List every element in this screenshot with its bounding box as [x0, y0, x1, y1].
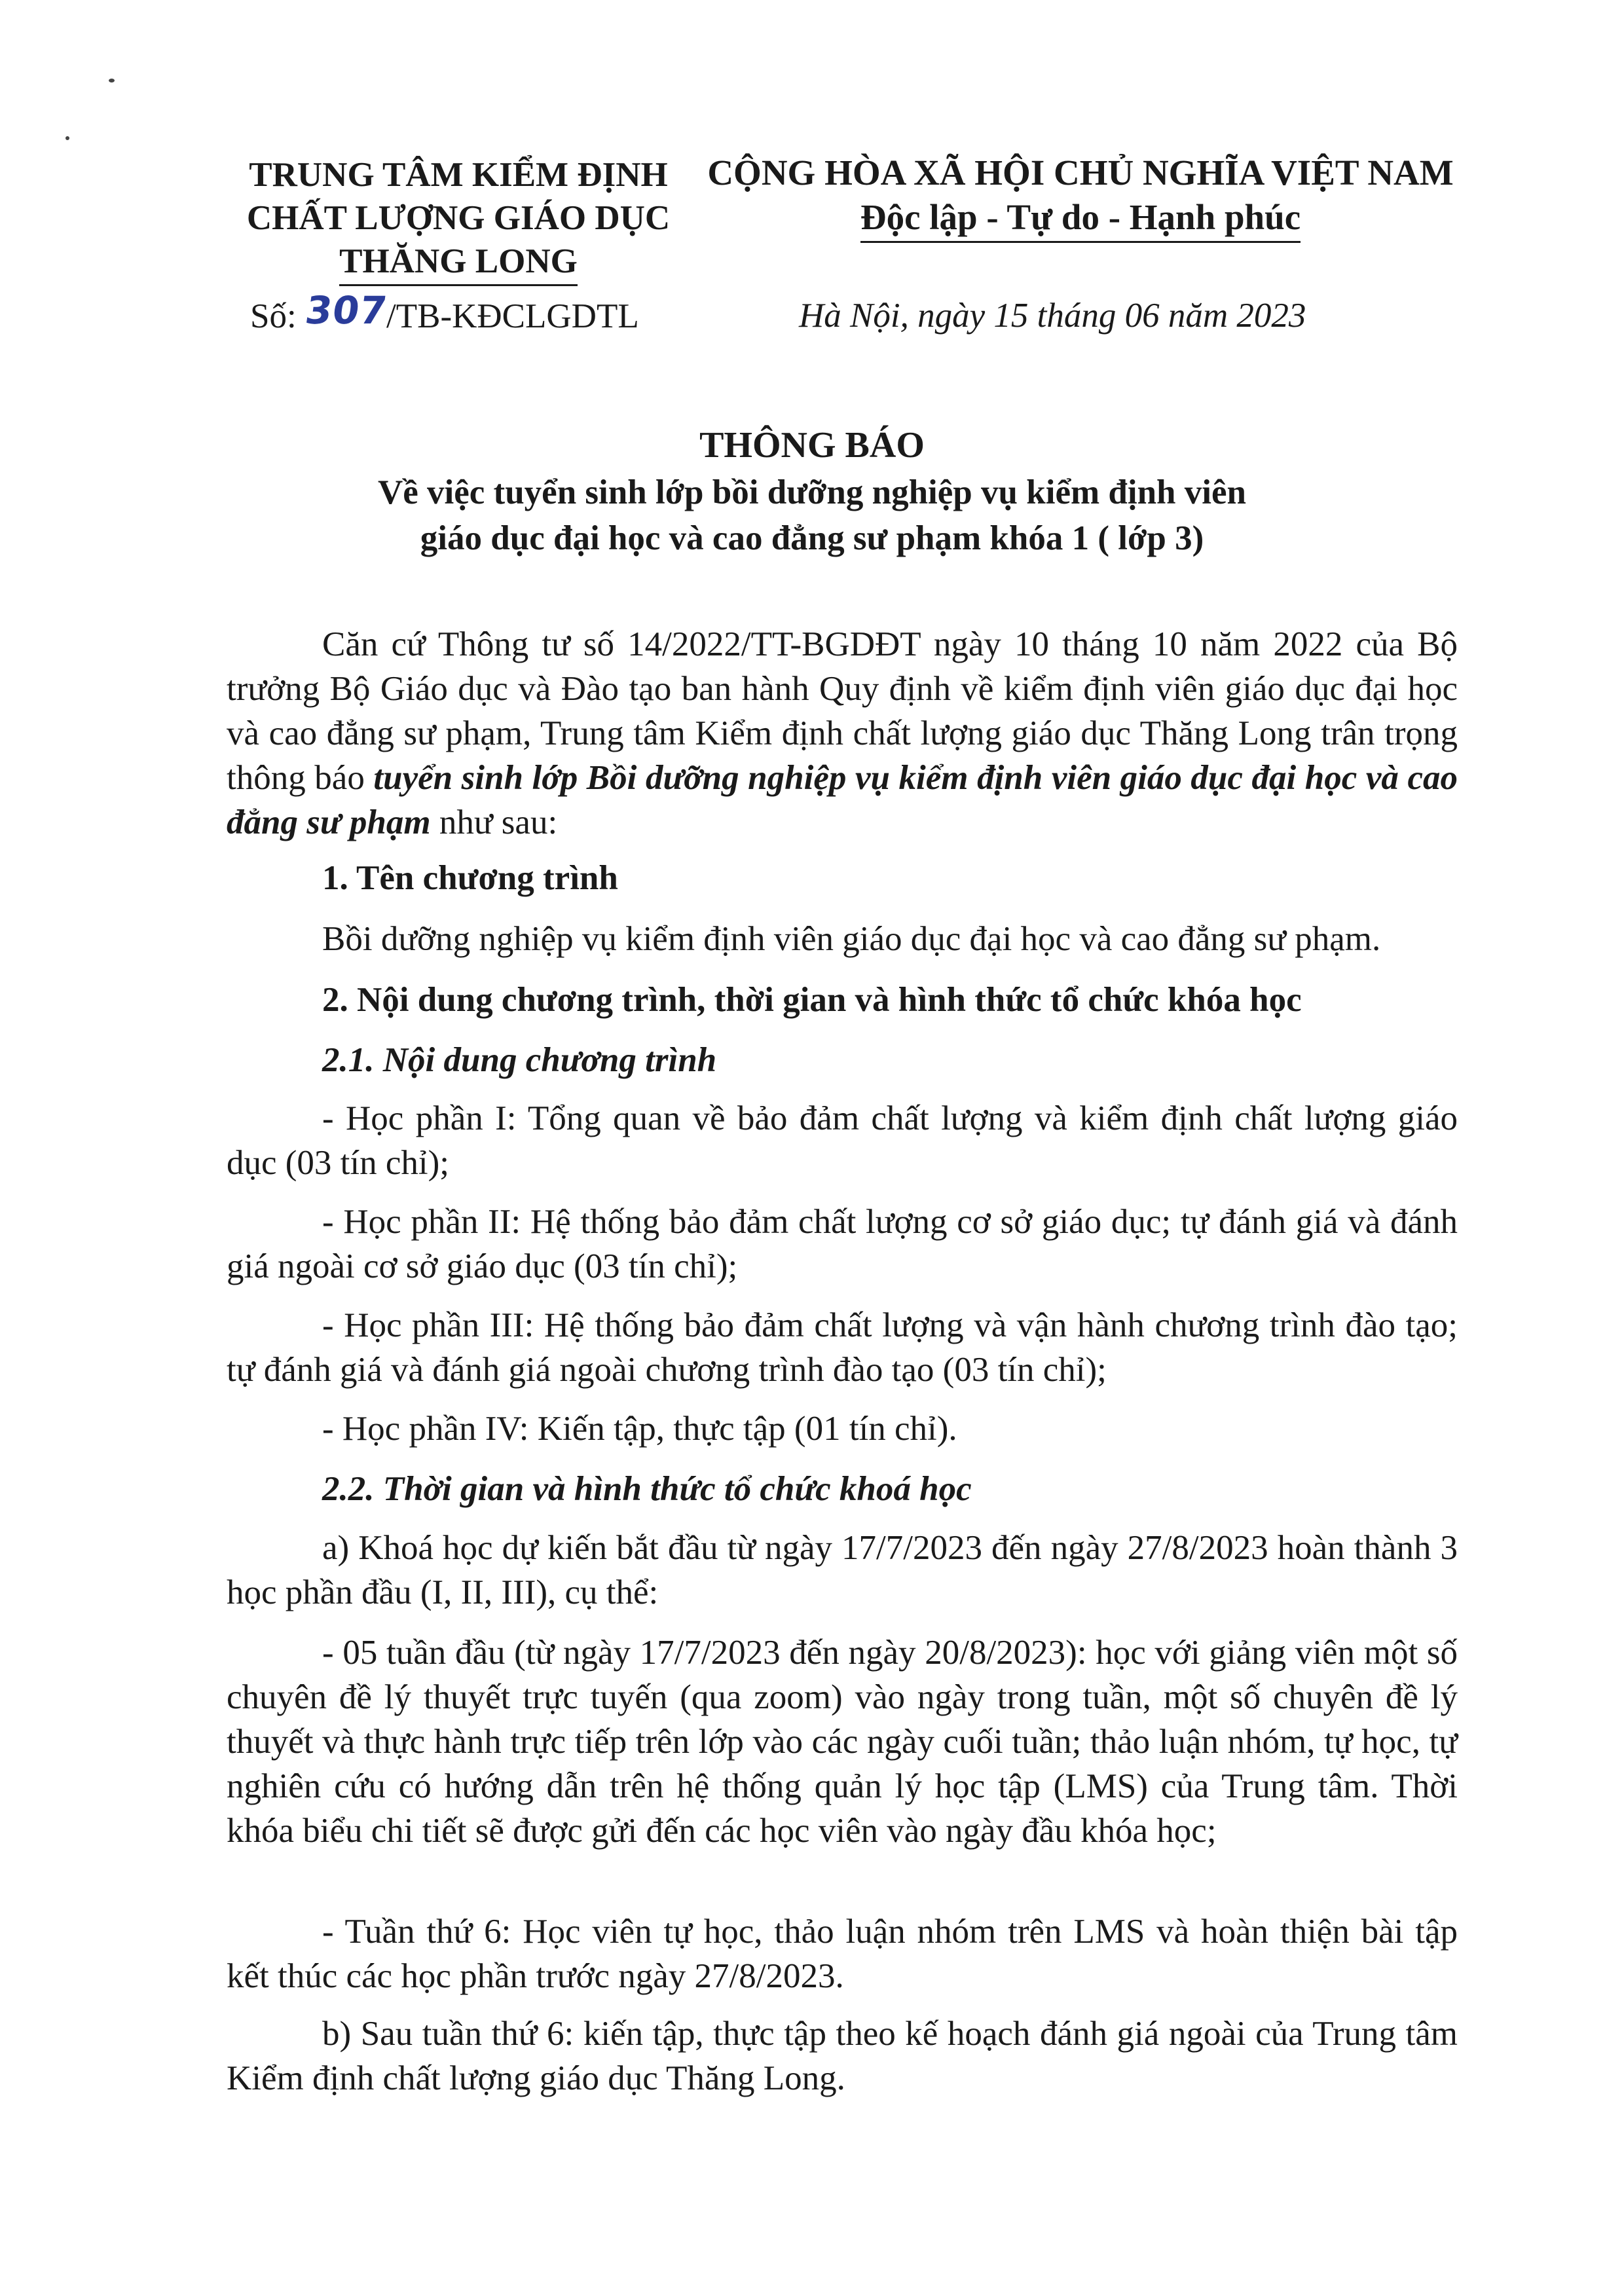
- document-subject-line1: Về việc tuyển sinh lớp bồi dưỡng nghiệp vụ kiểm định viên: [377, 473, 1246, 511]
- section-2-2-heading: 2.2. Thời gian và hình thức tổ chức khoá học: [322, 1470, 972, 1508]
- scan-speck: [109, 79, 115, 83]
- section-2-1-heading: 2.1. Nội dung chương trình: [322, 1041, 717, 1079]
- section-2-heading: 2. Nội dung chương trình, thời gian và hình thức tổ chức khóa học: [322, 981, 1302, 1019]
- module-item: - Học phần IV: Kiến tập, thực tập (01 tín chỉ).: [322, 1410, 957, 1448]
- intro-paragraph: [227, 622, 1458, 845]
- paragraph-week-six: - Tuần thứ 6: Học viên tự học, thảo luận nhóm trên LMS và hoàn thiện bài tập kết thúc các học phần trước ngày 27/8/2023.: [227, 1913, 1458, 1995]
- issuing-organization: [236, 153, 681, 286]
- org-name-line3: THĂNG LONG: [339, 240, 578, 286]
- intro-emphasis: tuyển sinh lớp Bồi dưỡng nghiệp vụ kiểm định viên giáo dục đại học và cao đẳng sư phạm: [227, 759, 1458, 841]
- module-item: - Học phần III: Hệ thống bảo đảm chất lượng và vận hành chương trình đào tạo; tự đánh giá và đánh giá ngoài chương trình đào tạo (03 tín chỉ);: [227, 1306, 1458, 1389]
- org-name-line2: CHẤT LƯỢNG GIÁO DỤC: [246, 199, 671, 237]
- paragraph-first-five-weeks: - 05 tuần đầu (từ ngày 17/7/2023 đến ngày 20/8/2023): học với giảng viên một số chuyên đề lý thuyết trực tuyến (qua zoom) vào ngày trong tuần, một số chuyên đề lý thuyết và thực hành trực tiếp trên lớp vào các ngày cuối tuần; thảo luận nhóm, tự học, tự nghiên cứu có hướng dẫn trên hệ thống quản lý học tập (LMS) của Trung tâm. Thời khóa biểu chi tiết sẽ được gửi đến các học viên vào ngày đầu khóa học;: [227, 1634, 1458, 1850]
- document-title: THÔNG BÁO: [699, 425, 925, 466]
- section-1-text: Bồi dưỡng nghiệp vụ kiểm định viên giáo dục đại học và cao đẳng sư phạm.: [322, 920, 1381, 958]
- org-name-line3-wrap: [236, 240, 681, 286]
- section-1-heading: 1. Tên chương trình: [322, 859, 618, 897]
- doc-number-prefix: Số:: [250, 297, 297, 335]
- doc-number-suffix: /TB-KĐCLGDTL: [386, 297, 639, 335]
- national-motto: Độc lập - Tự do - Hạnh phúc: [860, 195, 1301, 243]
- paragraph-b: b) Sau tuần thứ 6: kiến tập, thực tập theo kế hoạch đánh giá ngoài của Trung tâm Kiểm định chất lượng giáo dục Thăng Long.: [227, 2015, 1458, 2097]
- document-subject-line2: giáo dục đại học và cao đẳng sư phạm khóa 1 ( lớp 3): [420, 519, 1204, 557]
- org-name-line1: TRUNG TÂM KIỂM ĐỊNH: [249, 156, 668, 194]
- module-item: - Học phần I: Tổng quan về bảo đảm chất lượng và kiểm định chất lượng giáo dục (03 tín chỉ);: [227, 1099, 1458, 1182]
- motto-wrap: [694, 195, 1467, 243]
- national-header: [694, 151, 1467, 243]
- intro-tail: như sau:: [430, 803, 558, 841]
- nation-name: CỘNG HÒA XÃ HỘI CHỦ NGHĨA VIỆT NAM: [707, 153, 1454, 193]
- paragraph-a: a) Khoá học dự kiến bắt đầu từ ngày 17/7/2023 đến ngày 27/8/2023 hoàn thành 3 học phần đầu (I, II, III), cụ thể:: [227, 1529, 1458, 1611]
- scan-speck: [65, 136, 69, 140]
- place-and-date: Hà Nội, ngày 15 tháng 06 năm 2023: [799, 297, 1306, 335]
- doc-number-handwritten: 307: [303, 288, 390, 333]
- intro-text: Căn cứ Thông tư số 14/2022/TT-BGDĐT ngày 10 tháng 10 năm 2022 của Bộ trưởng Bộ Giáo dục và Đào tạo ban hành Quy định về kiểm định viên giáo dục đại học và cao đẳng sư phạm, Trung tâm Kiểm định chất lượng giáo dục Thăng Long trân trọng thông báo: [227, 625, 1458, 797]
- module-item: - Học phần II: Hệ thống bảo đảm chất lượng cơ sở giáo dục; tự đánh giá và đánh giá ngoài cơ sở giáo dục (03 tín chỉ);: [227, 1203, 1458, 1285]
- document-number: [250, 288, 639, 337]
